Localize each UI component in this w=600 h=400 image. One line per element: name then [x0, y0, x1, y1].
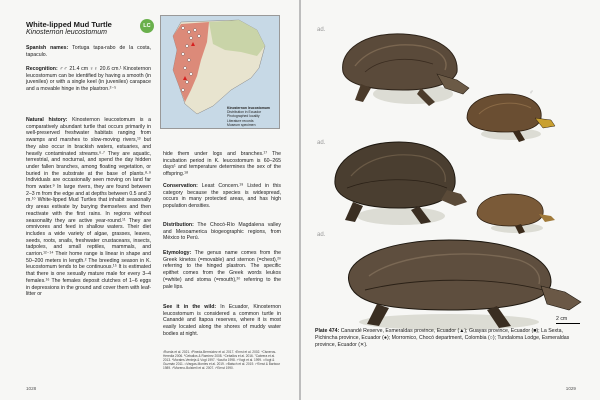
turtle-photo-2	[459, 88, 559, 144]
page-number-left: 1028	[26, 386, 37, 391]
species-scientific-name: Kinosternon leucostomum	[26, 29, 107, 36]
turtle-photo-4	[469, 190, 559, 236]
status-badge: LC	[140, 19, 154, 33]
conservation-paragraph	[163, 183, 281, 210]
page-number-right: 1029	[565, 386, 576, 391]
photo-label-2: ♂	[529, 90, 534, 96]
recognition-value: ♂♂ 21.4 cm ♀♀ 20.6 cm.¹ Kinosternon leucostomum can be identified by having a smooth (in juveniles) or with a single keel (in juveniles) carapace and a movable hinge in the plastron.²⁻⁵	[26, 66, 151, 93]
etymology-label: Etymology:	[163, 250, 192, 256]
conservation-label: Conservation:	[163, 183, 198, 189]
recognition-label: Recognition:	[26, 66, 58, 72]
natural-history-paragraph	[26, 117, 151, 298]
map-title: Kinosternon leucostomum	[227, 106, 270, 110]
spanish-names-paragraph	[26, 45, 151, 58]
right-page	[301, 0, 600, 400]
natural-history-value: Kinosternon leucostomum is a comparatively abundant turtle that occurs primarily in well-preserved freshwater habitats ranging from swamps and marshes to slow-moving rivers,¹³ but they also occur in brackish waters, estuaries, and heavily contaminated streams.⁶·⁷ They are aquatic, terrestrial, and nocturnal, and spend the day hidden under fallen branches, among floating vegetation, or buried in the substrate at the base of plants.⁸·⁹ Individuals are occasionally seen moving on land far from water.⁹ In large rivers, they are found between 2–3 m from the edge and at depths between 0.5 and 3 m.¹⁰ White-lipped Mud Turtles that inhabit seasonally dry areas estivate by burying themselves and then reactivate with the first rains. In regions without seasonality they are active year-round.¹¹ They are omnivores and feed in shallow waters. Their diet includes a wide variety of algae, grasses, leaves, seeds, roots, snails, freshwater crustaceans, insects, tadpoles, and small reptiles, mammals, and carrion.¹²⁻¹⁴ Their home range is linear in shape and 50–200 meters in length.² The breeding season in K. leucostomum tends to be continuous.¹⁵ It is estimated that there is one sexually mature male for every 3–4 females.¹⁶ The females deposit clutches of 1–6 eggs in depressions in the ground and cover them with leaf-litter or	[26, 117, 151, 298]
recognition-paragraph	[26, 66, 151, 93]
see-in-wild-paragraph	[163, 304, 281, 338]
plate-caption	[315, 328, 585, 348]
map-legend	[227, 106, 270, 127]
references: ¹Rueda et al. 2021. ²Pineda-Bermúdez et al. 2017. ³Ernst et al. 2002. ⁴Cisneros-Heredia 2006. ⁵Ceballos & Ramírez 2008. ⁶Ceballos et al. 2016. ⁷Cabrera et al. 2013. ⁸Morales-Verdeja & Vogt 1997. ⁹Acuña 1998. ¹⁰Vogt et al. 1999. ¹¹Vogt & Guzmán 2011. ¹²Vargas-Montes et al. 2019. ¹³Batsch et al. 2019. ¹⁴Ernst & Barbour 1989. ¹⁵Moreno-Bolsterli et al. 2007. ¹⁶Ernst 1990.	[163, 350, 281, 370]
natural-history-label: Natural history:	[26, 117, 68, 123]
see-in-wild-value: In Ecuador, Kinosternon leucostomum is considered a common turtle in Canandé and Itapoa reserves, where it is most easily located along the shores of muddy water bodies at night.	[163, 304, 282, 337]
plate-caption-value: Canandé Reserve, Esmeraldas province, Ecuador (▲); Guayas province, Ecuador (■); La Sexta, Pichincha province, Ecuador (●); Morromico, Chocó department, Colombia (○); Tundaloma Lodge, Esmeraldas province, Ecuador (✕).	[315, 328, 570, 348]
scale-bar	[556, 323, 580, 324]
map-legend-item: Photographed locality	[227, 114, 260, 119]
etymology-value: The genus name comes from the Greek kinetos (=movable) and sternon (=chest),²⁰ referring to the hinged plastron. The specific epithet comes from the Greek words leukos (=white) and stoma (=mouth),²⁰ referring to the pale lips.	[163, 250, 281, 290]
distribution-paragraph	[163, 222, 281, 242]
scale-label: 2 cm	[556, 316, 568, 322]
photo-label-4: ad.	[317, 232, 326, 238]
distribution-map	[160, 15, 280, 129]
left-page	[0, 0, 299, 400]
plate-caption-label: Plate 474:	[315, 328, 340, 334]
etymology-paragraph	[163, 250, 281, 290]
spanish-names-value: Tortuga tapa-rabo de la costa, tapaculo.	[26, 45, 151, 58]
turtle-photo-5	[319, 236, 589, 332]
turtle-photo-1	[325, 22, 475, 112]
map-legend-item: Literature records	[227, 118, 254, 123]
species-common-name: White-lipped Mud Turtle	[26, 20, 112, 29]
photo-label-1: ad.	[317, 27, 326, 33]
distribution-value: The Chocó-Río Magdalena valley and Mesoamerica biogeographic regions, from México to Perú.	[163, 222, 281, 242]
see-in-wild-label: See it in the wild:	[163, 304, 217, 310]
map-legend-item: Museum specimen	[227, 122, 256, 127]
conservation-value: Least Concern.¹⁹ Listed in this category because the species is widespread, occurs in many protected areas, and has high population densities.	[163, 183, 282, 210]
photo-label-3: ad.	[317, 140, 326, 146]
right-column-para1: hide them under logs and branches.¹⁷ The incubation period in K. leucostomum is 60–265 days¹ and temperature determines the sex of the offspring.¹⁸	[163, 151, 281, 178]
turtle-photo-3	[321, 134, 471, 230]
map-subtitle: Distribution in Ecuador	[227, 110, 262, 115]
distribution-label: Distribution:	[163, 222, 194, 228]
spanish-names-label: Spanish names:	[26, 45, 69, 51]
